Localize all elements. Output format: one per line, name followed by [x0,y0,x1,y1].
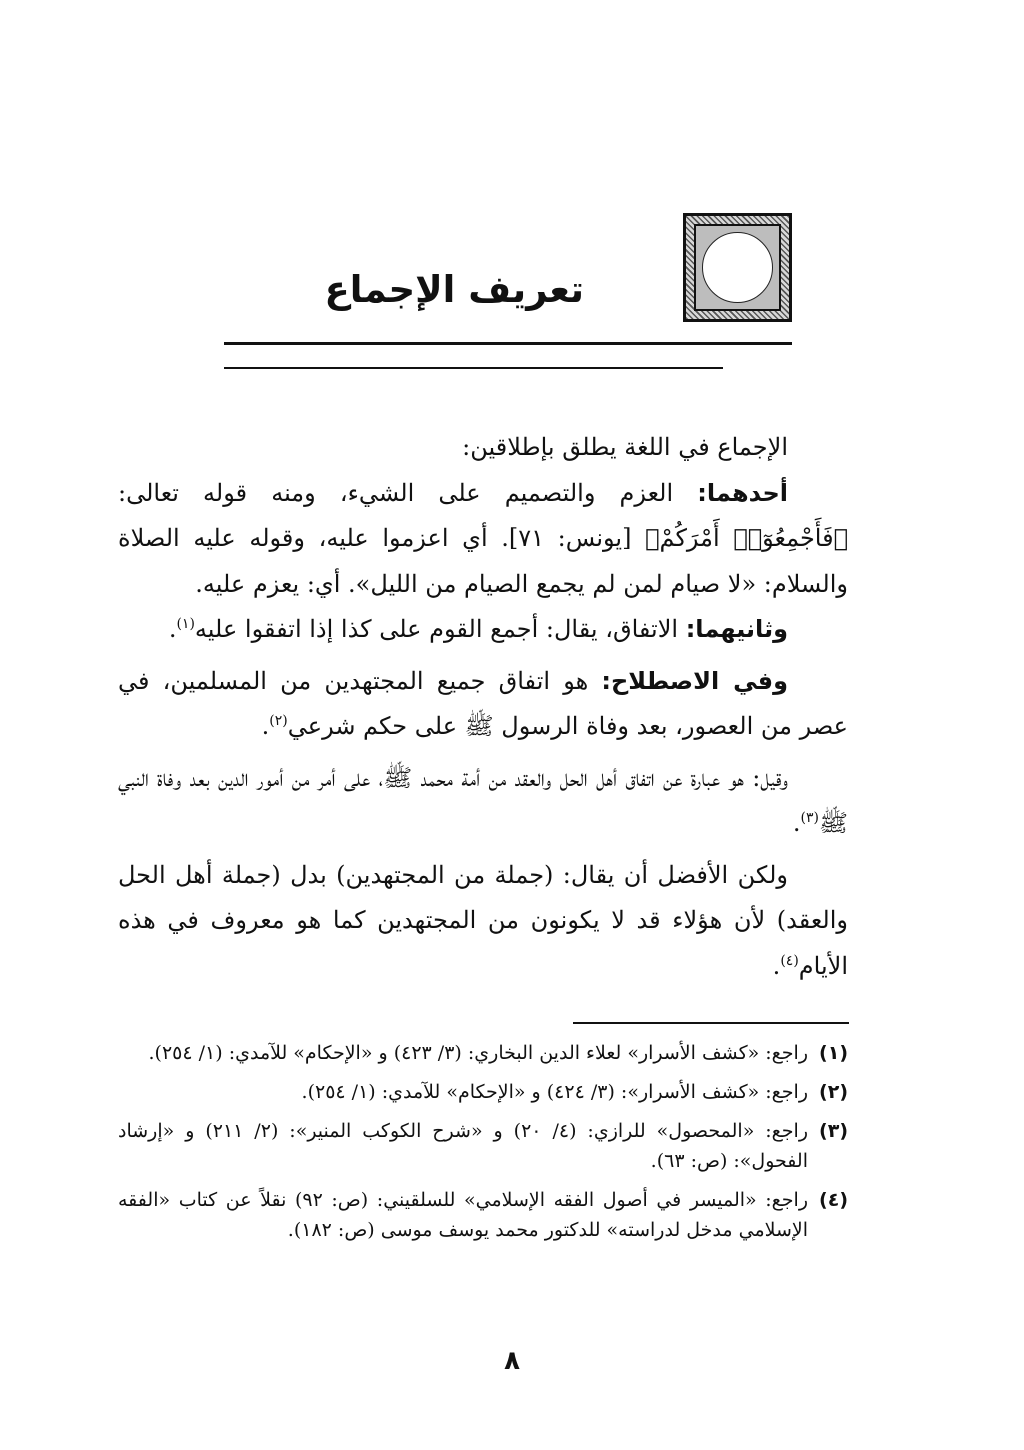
alternative-definition-text: وقيل: هو عبارة عن اتفاق أهل الحل والعقد من أمة محمد ﷺ، على أمر من أمور الدين بعد وفاة النبي ﷺ [118,763,848,837]
title-rule-top [224,342,792,345]
intro-paragraph [118,425,848,471]
footnote-item [118,1185,848,1245]
term-label: وفي الاصطلاح: [601,666,788,695]
alternative-definition-paragraph [118,756,848,847]
footnote-ref-1: (١) [176,616,195,632]
preferred-wording-text: ولكن الأفضل أن يقال: (جملة من المجتهدين) بدل (جملة أهل الحل والعقد) لأن هؤلاء قد لا يكونون من المجتهدين كما هو معروف في هذه الأيام [118,860,848,980]
second-meaning-text: الاتفاق، يقال: أجمع القوم على كذا إذا اتفقوا عليه [194,615,679,643]
ornament-inner-frame [694,224,781,311]
footnote-item [118,1038,848,1068]
footnote-number: (٢) [819,1081,848,1103]
intro-text: الإجماع في اللغة يطلق بإطلاقين: [462,433,788,461]
first-meaning-paragraph [118,471,848,608]
footnote-ref-3: (٣) [800,810,819,826]
main-text [118,425,848,989]
chapter-ornament [683,213,792,322]
second-meaning-label: وثانيهما: [685,615,788,643]
period: . [168,615,177,643]
ornament-circle [702,232,773,303]
period: . [792,809,801,837]
first-meaning-text: العزم والتصميم على الشيء، ومنه قوله تعالى: ﴿فَأَجْمِعُوٓا۟ أَمْرَكُمْ﴾ [يونس: ٧١]. أي اعزموا عليه، وقوله عليه الصلاة والسلام: «لا صيام لمن لم يجمع الصيام من الليل». أي: يعزم عليه. [118,478,848,598]
footnotes [118,1038,848,1254]
footnote-number: (٤) [819,1189,848,1211]
footnote-separator [573,1022,849,1024]
second-meaning-paragraph [118,607,848,653]
footnote-text: راجع: «الميسر في أصول الفقه الإسلامي» للسلقيني: (ص: ٩٢) نقلاً عن كتاب «الفقه الإسلامي مدخل لدراسته» للدكتور محمد يوسف موسى (ص: ١٨٢). [118,1189,808,1241]
first-meaning-label: أحدهما: [697,478,788,507]
footnote-ref-4: (٤) [780,952,799,969]
footnote-number: (٣) [819,1120,848,1142]
term-text: هو اتفاق جميع المجتهدين من المسلمين، في عصر من العصور، بعد وفاة الرسول ﷺ على حكم شرعي [118,666,848,740]
page-number: ٨ [504,1346,520,1376]
footnote-item [118,1077,848,1107]
footnote-text: راجع: «كشف الأسرار»: (٣/ ٤٢٤) و «الإحكام» للآمدي: (١/ ٢٥٤). [301,1081,808,1103]
chapter-title: تعريف الإجماع [324,268,584,311]
preferred-wording-paragraph [118,853,848,990]
period: . [261,712,270,740]
footnote-ref-2: (٢) [269,713,288,729]
title-rule-bottom [224,367,723,369]
footnote-text: راجع: «المحصول» للرازي: (٤/ ٢٠) و «شرح الكوكب المنير»: (٢/ ٢١١) و «إرشاد الفحول»: (ص: ٦٣). [118,1120,808,1172]
period: . [772,951,781,980]
term-definition-paragraph [118,659,848,750]
footnote-item [118,1116,848,1176]
footnote-text: راجع: «كشف الأسرار» لعلاء الدين البخاري: (٣/ ٤٢٣) و «الإحكام» للآمدي: (١/ ٢٥٤). [148,1042,808,1064]
footnote-number: (١) [819,1042,848,1064]
